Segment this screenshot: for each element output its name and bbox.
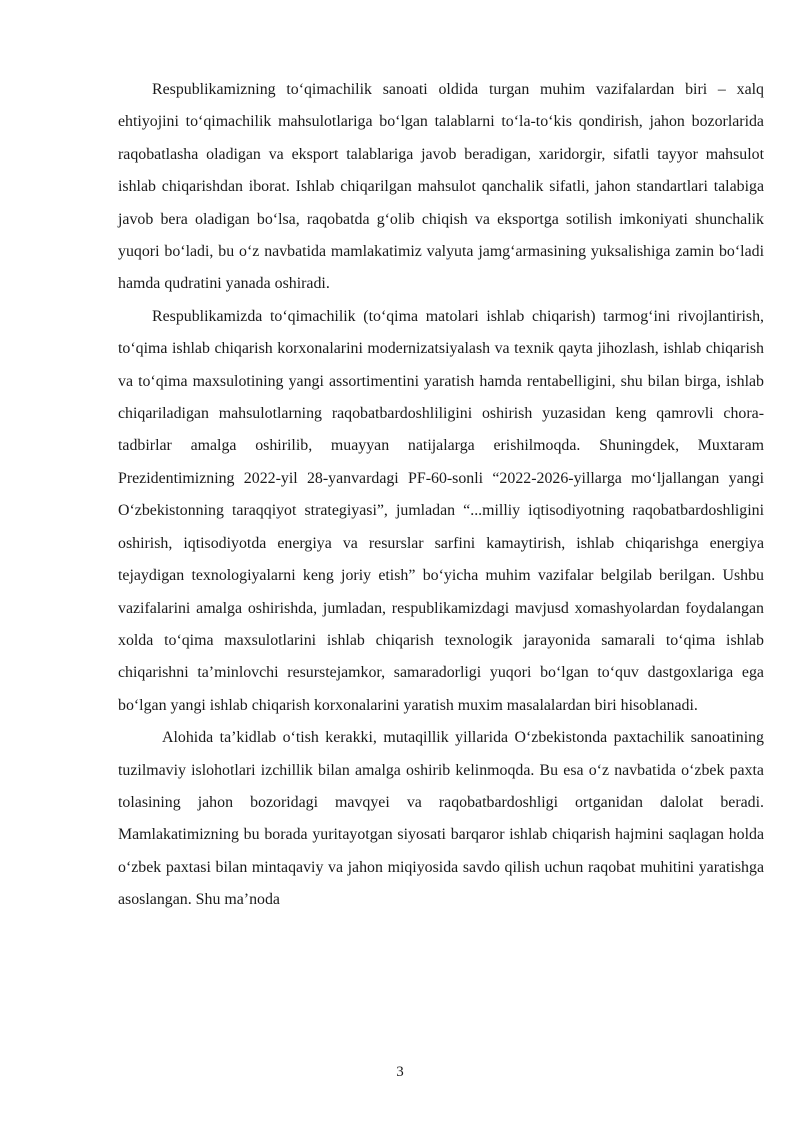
body-text xyxy=(118,74,764,917)
page-number: 3 xyxy=(396,1064,404,1080)
paragraph-3: Alohida ta’kidlab o‘tish kerakki, mutaqillik yillarida O‘zbekistonda paxtachilik sanoatining tuzilmaviy islohotlari izchillik bilan amalga oshirib kelinmoqda. Bu esa o‘z navbatida o‘zbek paxta tolasining jahon bozoridagi mavqyei va raqobatbardoshligi ortganidan dalolat beradi. Mamlakatimizning bu borada yuritayotgan siyosati barqaror ishlab chiqarish hajmini saqlagan holda o‘zbek paxtasi bilan mintaqaviy va jahon miqiyosida savdo qilish uchun raqobat muhitini yaratishga asoslangan. Shu ma’noda xyxy=(118,729,764,909)
paragraph-2: Respublikamizda to‘qimachilik (to‘qima matolari ishlab chiqarish) tarmog‘ini rivojlantirish, to‘qima ishlab chiqarish korxonalarini modernizatsiyalash va texnik qayta jihozlash, ishlab chiqarish va to‘qima maxsulotining yangi assortimentini yaratish hamda rentabelligini, shu bilan birga, ishlab chiqariladigan mahsulotlarning raqobatbardoshliligini oshirish yuzasidan keng qamrovli chora-tadbirlar amalga oshirilib, muayyan natijalarga erishilmoqda. Shuningdek, Muxtaram Prezidentimizning 2022-yil 28-yanvardagi PF-60-sonli “2022-2026-yillarga mo‘ljallangan yangi O‘zbekistonning taraqqiyot strategiyasi”, jumladan “...milliy iqtisodiyotning raqobatbardoshligini oshirish, iqtisodiyotda energiya va resurslar sarfini kamaytirish, ishlab chiqarishga energiya tejaydigan texnologiyalarni keng joriy etish” bo‘yicha muhim vazifalar belgilab berilgan. Ushbu vazifalarini amalga oshirishda, jumladan, respublikamizdagi mavjusd xomashyolardan foydalangan xolda to‘qima maxsulotlarini ishlab chiqarish texnologik jarayonida samarali to‘qima ishlab chiqarishni ta’minlovchi resurstejamkor, samaradorligi yuqori bo‘lgan to‘quv dastgoxlariga ega bo‘lgan yangi ishlab chiqarish korxonalarini yaratish muxim masalalardan biri hisoblanadi. xyxy=(118,307,764,714)
paragraph-1: Respublikamizning to‘qimachilik sanoati oldida turgan muhim vazifalardan biri – xalq ehtiyojini to‘qimachilik mahsulotlariga bo‘lgan talablarni to‘la-to‘kis qondirish, jahon bozorlarida raqobatlasha oladigan va eksport talablariga javob beradigan, xaridorgir, sifatli tayyor mahsulot ishlab chiqarishdan iborat. Ishlab chiqarilgan mahsulot qanchalik sifatli, jahon standartlari talabiga javob bera oladigan bo‘lsa, raqobatda g‘olib chiqish va eksportga sotilish imkoniyati shunchalik yuqori bo‘ladi, bu o‘z navbatida mamlakatimiz valyuta jamg‘armasining yuksalishiga zamin bo‘ladi hamda qudratini yanada oshiradi. xyxy=(118,81,764,293)
